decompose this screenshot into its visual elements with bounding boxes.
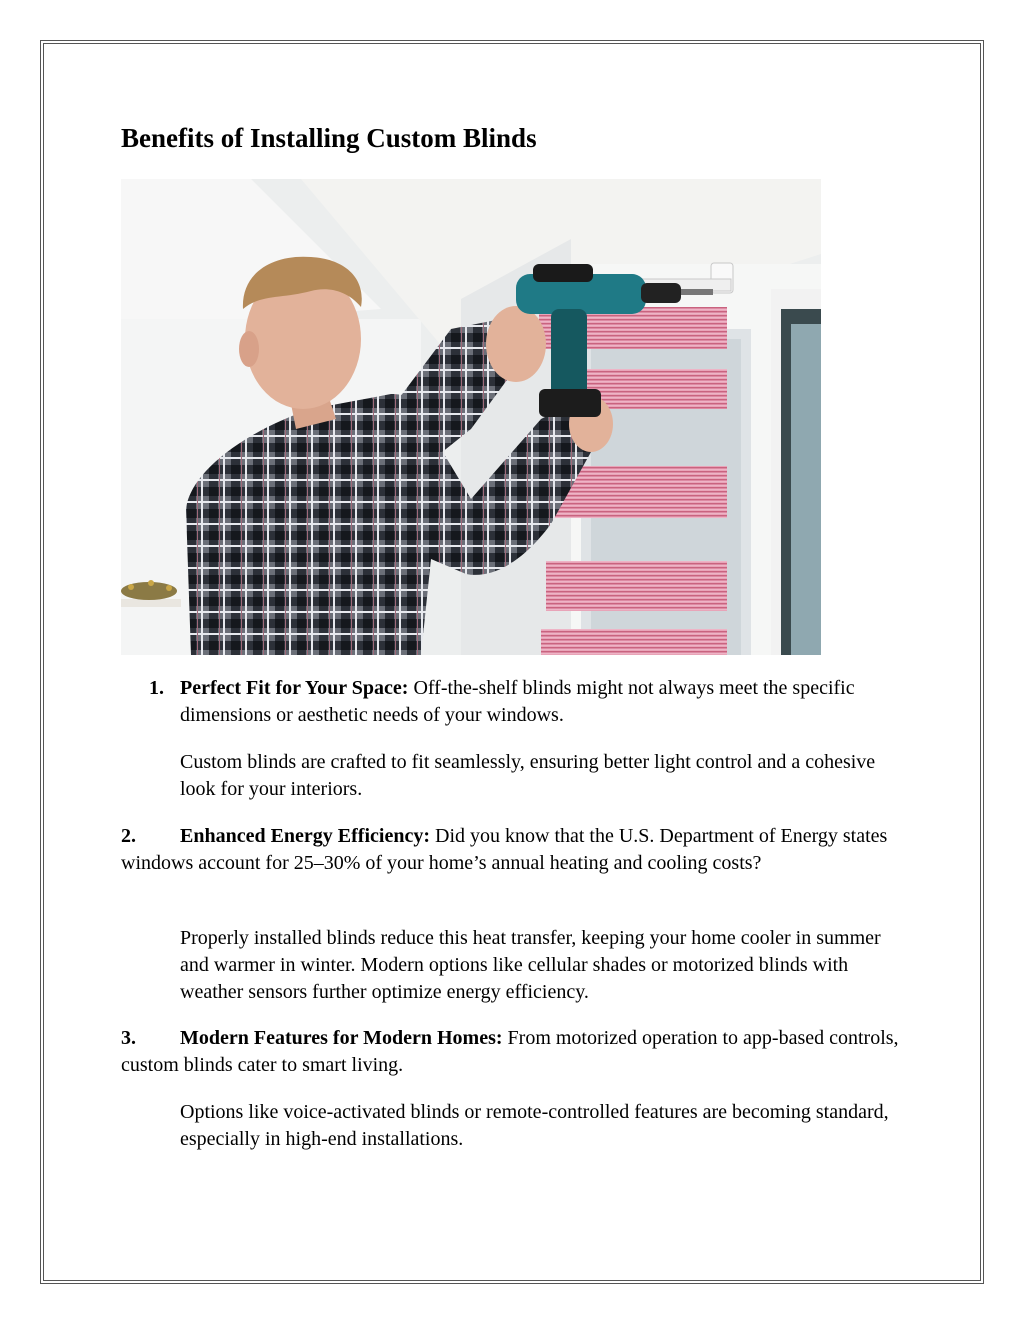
item-number: 1. [149,677,164,699]
blinds-installation-photo [121,179,821,655]
item-number: 2. [121,825,136,847]
page-title: Benefits of Installing Custom Blinds [121,123,537,153]
item-detail: Options like voice-activated blinds or remote-controlled features are becoming standard, especially in high-end installations. [180,1101,889,1150]
item-heading: Enhanced Energy Efficiency: [180,825,430,847]
item-heading: Perfect Fit for Your Space: [180,677,409,699]
item-detail: Properly installed blinds reduce this heat transfer, keeping your home cooler in summer and warmer in winter. Modern options like cellular shades or motorized blinds with weather sensors further optimize energy efficiency. [180,927,881,1003]
list-item [121,1025,911,1079]
item-lead: Did you know that the U.S. Department of Energy states windows account for 25–30% of your home’s annual heating and cooling costs? [121,825,888,874]
list-item [121,823,911,877]
list-item [149,675,910,729]
item-lead: From motorized operation to app-based controls, custom blinds cater to smart living. [121,1027,899,1076]
item-number: 3. [121,1027,136,1049]
item-heading: Modern Features for Modern Homes: [180,1027,503,1049]
item-detail: Custom blinds are crafted to fit seamlessly, ensuring better light control and a cohesive look for your interiors. [180,751,876,800]
item-lead: Off-the-shelf blinds might not always meet the specific dimensions or aesthetic needs of your windows. [180,677,855,726]
